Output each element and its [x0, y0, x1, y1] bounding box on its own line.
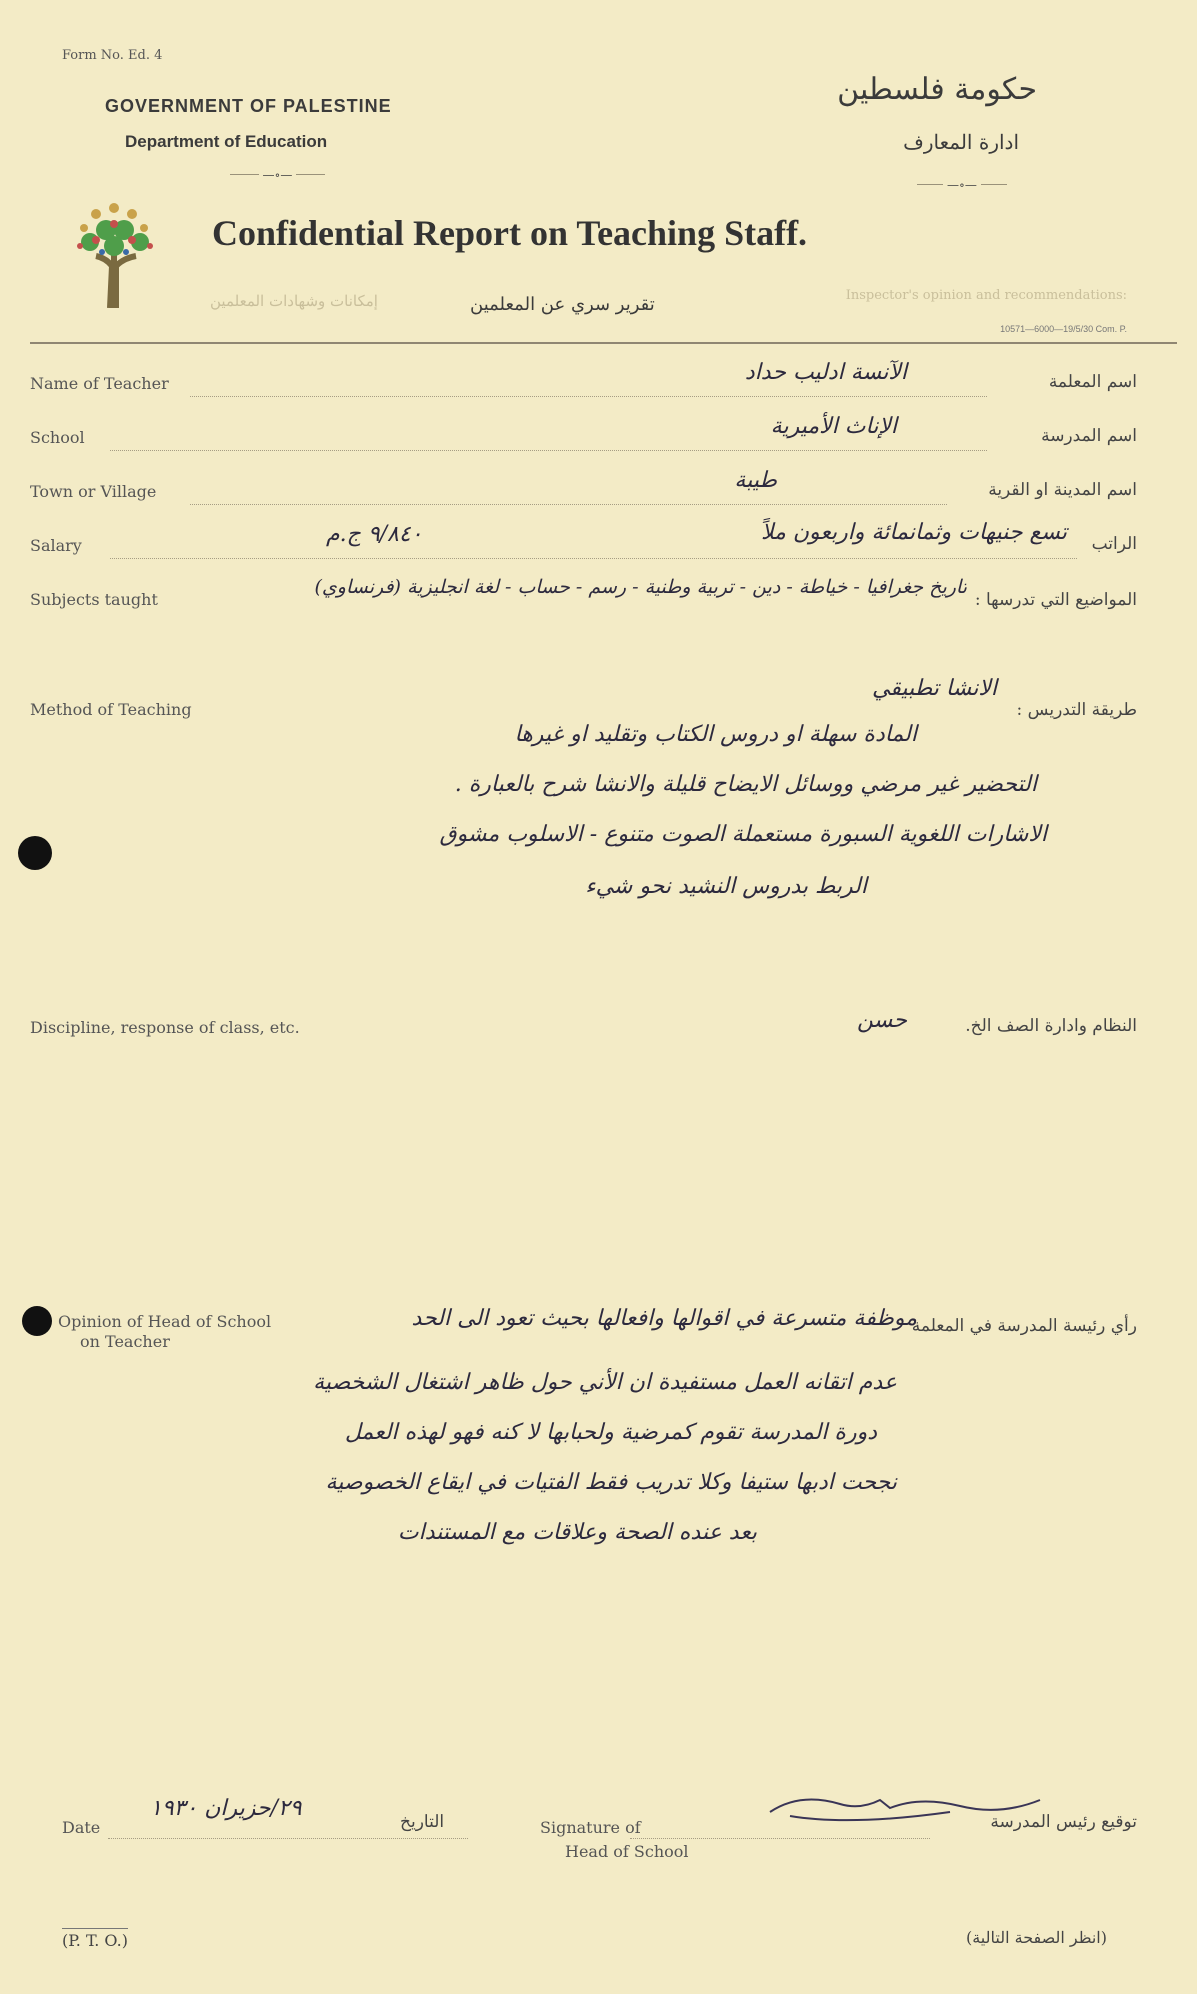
punch-hole [22, 1306, 52, 1336]
pto-label: (P. T. O.) [62, 1928, 128, 1950]
date-dotline [108, 1838, 468, 1839]
town-value: طيبة [734, 468, 777, 493]
ornament-left: —∘— [230, 174, 325, 175]
method-line-4: الاشارات اللغوية السبورة مستعملة الصوت متنوع - الاسلوب مشوق [439, 822, 1047, 847]
subjects-label-ar: المواضيع التي تدرسها : [974, 590, 1137, 610]
name-label-ar: اسم المعلمة [1048, 372, 1137, 392]
ornament-right: —∘— [917, 184, 1007, 185]
see-next-page-ar: (انظر الصفحة التالية) [965, 1928, 1107, 1947]
signature-dotline [630, 1838, 930, 1839]
salary-figure: ٩/٨٤٠ ج.م [326, 522, 423, 547]
opinion-label-en-2: on Teacher [80, 1332, 170, 1351]
opinion-line-2: عدم اتقانه العمل مستفيدة ان الأني حول ظاهر اشتغال الشخصية [313, 1370, 897, 1395]
signature-label-2: Head of School [565, 1842, 689, 1861]
date-value: ٢٩/حزيران ١٩٣٠ [150, 1796, 302, 1821]
discipline-label-ar: النظام وادارة الصف الخ. [965, 1016, 1137, 1036]
faint-arabic-text: إمكانات وشهادات المعلمين [210, 292, 378, 310]
tree-emblem-icon [66, 200, 162, 308]
form-number: Form No. Ed. 4 [62, 48, 163, 63]
name-dotline [190, 396, 987, 397]
date-label-en: Date [62, 1818, 101, 1837]
faint-english-text: Inspector's opinion and recommendations: [845, 288, 1127, 303]
punch-hole [18, 836, 52, 870]
salary-label-en: Salary [30, 536, 82, 555]
signature-label-1: Signature of [540, 1818, 641, 1837]
town-label-en: Town or Village [30, 482, 157, 501]
header-rule [30, 342, 1177, 344]
government-title-ar: حكومة فلسطين [837, 72, 1037, 107]
discipline-value: حسن [857, 1008, 907, 1033]
department-title-ar: ادارة المعارف [903, 130, 1019, 154]
opinion-line-1: موظفة متسرعة في اقوالها وافعالها بحيث تعود الى الحد [411, 1306, 917, 1331]
opinion-line-5: بعد عنده الصحة وعلاقات مع المستندات [397, 1520, 757, 1545]
method-label-en: Method of Teaching [30, 700, 192, 719]
town-dotline [190, 504, 947, 505]
opinion-line-4: نجحت ادبها ستيفا وكلا تدريب فقط الفتيات في ايقاع الخصوصية [325, 1470, 897, 1495]
subjects-value: تاريخ جغرافيا - خياطة - دين - تربية وطنية - رسم - حساب - لغة انجليزية (فرنساوي) [314, 576, 967, 598]
method-line-2: المادة سهلة او دروس الكتاب وتقليد او غيرها [514, 722, 917, 747]
method-line-3: التحضير غير مرضي ووسائل الايضاح قليلة والانشا شرح بالعبارة . [454, 772, 1037, 797]
print-number: 10571—6000—19/5/30 Com. P. [1000, 324, 1127, 334]
salary-label-ar: الراتب [1091, 534, 1137, 554]
school-label-ar: اسم المدرسة [1041, 426, 1137, 446]
school-value: الإناث الأميرية [770, 414, 897, 439]
signature-label-ar: توقيع رئيس المدرسة [990, 1812, 1137, 1832]
arabic-subtitle: تقرير سري عن المعلمين [470, 294, 655, 315]
salary-value: تسع جنيهات وثمانمائة واربعون ملاً [760, 520, 1067, 545]
opinion-line-3: دورة المدرسة تقوم كمرضية ولحبابها لا كنه فهو لهذه العمل [344, 1420, 877, 1445]
discipline-label-en: Discipline, response of class, etc. [30, 1018, 300, 1037]
report-title: Confidential Report on Teaching Staff. [212, 213, 808, 253]
school-label-en: School [30, 428, 85, 447]
name-label-en: Name of Teacher [30, 374, 169, 393]
method-label-ar: طريقة التدريس : [1016, 700, 1137, 720]
opinion-label-en-1: Opinion of Head of School [58, 1312, 272, 1331]
method-line-5: الربط بدروس النشيد نحو شيء [585, 874, 867, 899]
date-label-ar: التاريخ [400, 1812, 445, 1832]
subjects-label-en: Subjects taught [30, 590, 158, 609]
town-label-ar: اسم المدينة او القرية [988, 480, 1137, 500]
name-value: الآنسة ادليب حداد [744, 360, 907, 385]
school-dotline [110, 450, 987, 451]
opinion-label-ar: رأي رئيسة المدرسة في المعلمة [911, 1316, 1137, 1336]
method-line-1: الانشا تطبيقي [871, 676, 997, 701]
department-title-en: Department of Education [125, 132, 328, 151]
salary-dotline [110, 558, 1077, 559]
government-title-en: GOVERNMENT OF PALESTINE [105, 96, 392, 116]
